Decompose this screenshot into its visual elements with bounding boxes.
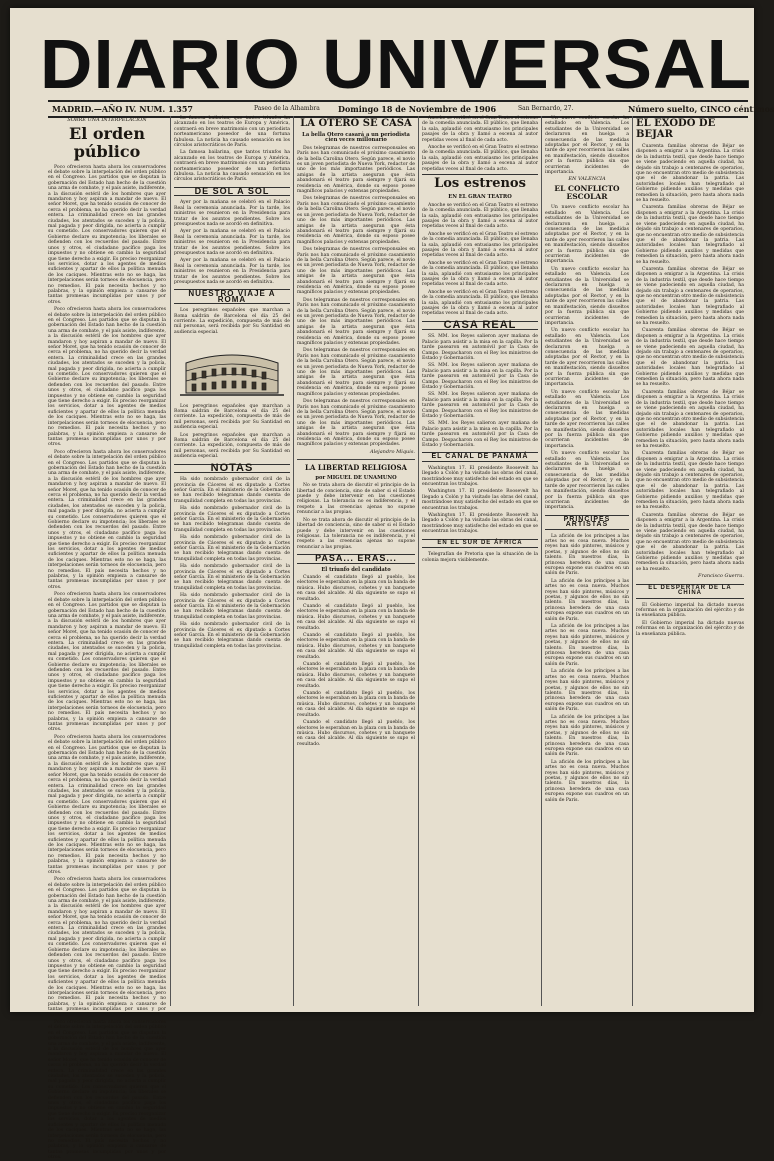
article-body: Dos telegramas de nuestros corresponsales en París nos han comunicado el próximo casamiento de la bella Carolina Otero. Según parece, el novio es un joven periodista de Nueva York, redactor de uno de los más importantes periódicos. Las amigas de la artista aseguran que ésta abandonará el teatro para siempre y fijará su residencia en América, donde su esposo posee magníficos palacios y extensas propiedades. xyxy=(297,297,415,347)
column-5 xyxy=(545,116,629,1006)
divider xyxy=(297,459,415,460)
article-body: La famosa bailarina, que tantos triunfos ha alcanzado en los teatros de Europa y América, contraerá en breve matrimonio con un periodista norteamericano poseedor de una fortuna fabulosa. La noticia ha causado sensación en los círculos aristocráticos de París. xyxy=(174,150,290,183)
column-3 xyxy=(297,116,415,1006)
article-kicker: SOBRE UNA INTERPELACIÓN xyxy=(67,117,147,123)
article-body: La afición de los príncipes a las artes no es cosa nueva. Muchos reyes han sido pintores, músicos y poetas, y algunos de ellos no sin talento. En nuestros días, la princesa heredera de una casa europea expone sus cuadros en un salón de París. xyxy=(545,533,629,577)
article-body: SS. MM. los Reyes salieron ayer mañana de Palacio para asistir a la misa en la capilla. Por la tarde pasearon en automóvil por la Casa de Campo. Despacharon con el Rey los ministros de Estado y Gobernación. xyxy=(422,392,538,419)
article-body: Ha sido nombrado gobernador civil de la provincia de Cáceres el ex diputado a Cortes señor García. En el ministerio de la Gobernación se han recibido telegramas dando cuenta de tranquilidad completa en todas las provincias. xyxy=(174,593,290,620)
address: Paseo de la Alhambra xyxy=(254,105,320,112)
column-rule xyxy=(541,116,542,1006)
article-title: El orden público xyxy=(69,124,145,161)
article-body: Un nuevo conflicto escolar ha estallado en Valencia. Los estudiantes de la Universidad se declararon en huelga a consecuencia de las medidas adoptadas por el Rector, y en la tarde de ayer recorrieron las calles en manifestación, siendo disueltos por la fuerza pública sin que ocurrieran incidentes de importancia. xyxy=(545,205,629,265)
article-body: Ha sido nombrado gobernador civil de la provincia de Cáceres el ex diputado a Cortes señor García. En el ministerio de la Gobernación se han recibido telegramas dando cuenta de tranquilidad completa en todas las provincias. xyxy=(174,506,290,533)
article-body: Washington 17. El presidente Roosevelt ha llegado a Colón y ha visitado las obras del canal, mostrándose muy satisfecho del estado en que se encuentran los trabajos. xyxy=(422,465,538,488)
section-title: PRINCIPES ARTISTAS xyxy=(545,515,629,530)
column-2 xyxy=(174,116,290,1006)
column-rule xyxy=(632,116,633,1006)
article-subtitle: El triunfo del candidato xyxy=(321,566,391,573)
article-body: Anoche se verificó en el Gran Teatro el estreno de la comedia anunciada. El público, que llenaba la sala, aplaudió con entusiasmo los principales pasajes de la obra y llamó a escena al autor repetidas veces al final de cada acto. xyxy=(422,116,538,143)
article-body: SS. MM. los Reyes salieron ayer mañana de Palacio para asistir a la misa en la capilla. Por la tarde pasearon en automóvil por la Casa de Campo. Despacharon con el Rey los ministros de Estado y Gobernación. xyxy=(422,363,538,390)
column-rule xyxy=(293,116,294,1006)
article-body: Dos telegramas de nuestros corresponsales en París nos han comunicado el próximo casamiento de la bella Carolina Otero. Según parece, el novio es un joven periodista de Nueva York, redactor de uno de los más importantes periódicos. Las amigas de la artista aseguran que ésta abandonará el teatro para siempre y fijará su residencia en América, donde su esposo posee magníficos palacios y extensas propiedades. xyxy=(297,247,415,296)
article-body: SS. MM. los Reyes salieron ayer mañana de Palacio para asistir a la misa en la capilla. Por la tarde pasearon en automóvil por la Casa de Campo. Despacharon con el Rey los ministros de Estado y Gobernación. xyxy=(422,421,538,449)
article-subtitle: EN EL GRAN TEATRO xyxy=(448,194,512,201)
article-body: La afición de los príncipes a las artes no es cosa nueva. Muchos reyes han sido pintores, músicos y poetas, y algunos de ellos no sin talento. En nuestros días, la princesa heredera de una casa europea expone sus cuadros en un salón de París. xyxy=(545,669,629,713)
article-body: Cuarenta familias obreras de Béjar se disponen a emigrar a la Argentina. La crisis de la industria textil, que desde hace tiempo se viene padeciendo en aquella ciudad, ha dejado sin trabajo a centenares de operarios, que no encuentran otro medio de subsistencia que el de abandonar la patria. Las autoridades locales han telegrafiado al Gobierno pidiendo auxilios y medidas que remedien la situación, pero hasta ahora nada se ha resuelto. xyxy=(636,451,744,511)
column-rule xyxy=(418,116,419,1006)
article-body: Washington 17. El presidente Roosevelt ha llegado a Colón y ha visitado las obras del canal, mostrándose muy satisfecho del estado en que se encuentran los trabajos. xyxy=(422,513,538,535)
article-body: Anoche se verificó en el Gran Teatro el estreno de la comedia anunciada. El público, que llenaba la sala, aplaudió con entusiasmo los principales pasajes de la obra y llamó a escena al autor repetidas veces al final de cada acto. xyxy=(422,260,538,288)
article-body: Cuarenta familias obreras de Béjar se disponen a emigrar a la Argentina. La crisis de la industria textil, que desde hace tiempo se viene padeciendo en aquella ciudad, ha dejado sin trabajo a centenares de operarios, que no encuentran otro medio de subsistencia que el de abandonar la patria. Las autoridades locales han telegrafiado al Gobierno pidiendo auxilios y medidas que remedien la situación, pero hasta ahora nada se ha resuelto. xyxy=(636,205,744,265)
article-body: Un nuevo conflicto escolar ha estallado en Valencia. Los estudiantes de la Universidad se declararon en huelga a consecuencia de las medidas adoptadas por el Rector, y en la tarde de ayer recorrieron las calles en manifestación, siendo disueltos por la fuerza pública sin que ocurrieran incidentes de importancia. xyxy=(545,389,629,449)
article-body: Poco ofrecieron hasta ahora los conservadores el debate sobre la interpelación del orden público en el Congreso. Los partidos que se disputan la gobernación del Estado han hecho de la cuestión una arma de combate, y el país asiste, indiferente, a la discusión estéril de los hombres que ayer mandaron y hoy aspiran a mandar de nuevo. El señor Moret, que ha tenido ocasión de conocer de cerca el problema, no ha querido decir la verdad entera. La criminalidad crece en las grandes ciudades, los atentados se suceden y la policía, mal pagada y peor dirigida, no acierta a cumplir su cometido. Los conservadores quieren que el Gobierno declare su impotencia; los liberales se defienden con los recuerdos del pasado. Entre unos y otros, el ciudadano pacífico paga los impuestos y no obtiene en cambio la seguridad que tiene derecho a exigir. Es preciso reorganizar los servicios, dotar a los agentes de medios suficientes y apartar de ellos la política menuda de los caciques. Mientras esto no se haga, las interpelaciones serán torneos de elocuencia, pero no remedios. El país necesita hechos y no palabras, y la opinión empieza a cansarse de tantas promesas incumplidas por unos y por otros. xyxy=(48,449,166,590)
article-body: Dos telegramas de nuestros corresponsales en París nos han comunicado el próximo casamiento de la bella Carolina Otero. Según parece, el novio es un joven periodista de Nueva York, redactor de uno de los más importantes periódicos. Las amigas de la artista aseguran que ésta abandonará el teatro para siempre y fijará su residencia en América, donde su esposo posee magníficos palacios y extensas propiedades. xyxy=(297,399,415,448)
article-body: Ha sido nombrado gobernador civil de la provincia de Cáceres el ex diputado a Cortes señor García. En el ministerio de la Gobernación se han recibido telegramas dando cuenta de tranquilidad completa en todas las provincias. xyxy=(174,622,290,649)
article-body: Cuando el candidato llegó al pueblo, los electores le esperaban en la plaza con la banda de música. Hubo discursos, cohetes y un banquete en casa del alcalde. Al día siguiente se supo el resultado. xyxy=(297,691,415,718)
article-body: Cuarenta familias obreras de Béjar se disponen a emigrar a la Argentina. La crisis de la industria textil, que desde hace tiempo se viene padeciendo en aquella ciudad, ha dejado sin trabajo a centenares de operarios, que no encuentran otro medio de subsistencia que el de abandonar la patria. Las autoridades locales han telegrafiado al Gobierno pidiendo auxilios y medidas que remedien la situación, pero hasta ahora nada se ha resuelto. xyxy=(636,328,744,388)
article-body: Cuando el candidato llegó al pueblo, los electores le esperaban en la plaza con la banda de música. Hubo discursos, cohetes y un banquete en casa del alcalde. Al día siguiente se supo el resultado. xyxy=(297,720,415,747)
article-body: El Gobierno imperial ha dictado nuevas reformas en la organización del ejército y de la enseñanza pública. xyxy=(636,602,744,619)
article-body: Un nuevo conflicto escolar ha estallado en Valencia. Los estudiantes de la Universidad se declararon en huelga a consecuencia de las medidas adoptadas por el Rector, y en la tarde de ayer recorrieron las calles en manifestación, siendo disueltos por la fuerza pública sin que ocurrieran incidentes de importancia. xyxy=(545,328,629,388)
article-body: La afición de los príncipes a las artes no es cosa nueva. Muchos reyes han sido pintores, músicos y poetas, y algunos de ellos no sin talento. En nuestros días, la princesa heredera de una casa europea expone sus cuadros en un salón de París. xyxy=(545,714,629,758)
article-body: Cuando el candidato llegó al pueblo, los electores le esperaban en la plaza con la banda de música. Hubo discursos, cohetes y un banquete en casa del alcalde. Al día siguiente se supo el resultado. xyxy=(297,603,415,631)
issue-number: MADRID.—AÑO IV. NUM. 1.357 xyxy=(52,104,193,114)
article-title: EL EXODO DE BEJAR xyxy=(636,118,716,140)
article-body: Cuando el candidato llegó al pueblo, los electores le esperaban en la plaza con la banda de música. Hubo discursos, cohetes y un banquete en casa del alcalde. Al día siguiente se supo el resultado. xyxy=(297,662,415,689)
article-body: Ayer por la mañana se celebró en el Palacio Real la ceremonia anunciada. Por la tarde, los ministros se reunieron en la Presidencia para tratar de los asuntos pendientes. Sobre los presupuestos nada se acordó en definitiva. xyxy=(174,200,290,227)
article-body: Cuarenta familias obreras de Béjar se disponen a emigrar a la Argentina. La crisis de la industria textil, que desde hace tiempo se viene padeciendo en aquella ciudad, ha dejado sin trabajo a centenares de operarios, que no encuentran otro medio de subsistencia que el de abandonar la patria. Las autoridades locales han telegrafiado al Gobierno pidiendo auxilios y medidas que remedien la situación, pero hasta ahora nada se ha resuelto. xyxy=(636,266,744,326)
article-kicker: EN VALENCIA xyxy=(568,176,606,183)
article-subtitle: La bella Otero casará a un periodista cien veces millonario xyxy=(302,132,410,144)
article-body: Anoche se verificó en el Gran Teatro el estreno de la comedia anunciada. El público, que llenaba la sala, aplaudió con entusiasmo los principales pasajes de la obra y llamó a escena al autor repetidas veces al final de cada acto. xyxy=(422,202,538,230)
article-body: Ha sido nombrado gobernador civil de la provincia de Cáceres el ex diputado a Cortes señor García. En el ministerio de la Gobernación se han recibido telegramas dando cuenta de tranquilidad completa en todas las provincias. xyxy=(174,535,290,562)
article-body: No se trata ahora de discutir el principio de la libertad de conciencia, sino de saber si el Estado puede y debe intervenir en las cuestiones religiosas. La tolerancia no es indiferencia, y el respeto a las creencias ajenas no supone renunciar a las propias. xyxy=(297,483,415,516)
section-title: NUESTRO VIAJE A ROMA xyxy=(174,289,290,304)
article-body: Anoche se verificó en el Gran Teatro el estreno de la comedia anunciada. El público, que llenaba la sala, aplaudió con entusiasmo los principales pasajes de la obra y llamó a escena al autor repetidas veces al final de cada acto. xyxy=(422,231,538,259)
section-title: EN EL SUR DE ÁFRICA xyxy=(422,539,538,548)
article-body: Dos telegramas de nuestros corresponsales en París nos han comunicado el próximo casamiento de la bella Carolina Otero. Según parece, el novio es un joven periodista de Nueva York, redactor de uno de los más importantes periódicos. Las amigas de la artista aseguran que ésta abandonará el teatro para siempre y fijará su residencia en América, donde su esposo posee magníficos palacios y extensas propiedades. xyxy=(297,196,415,245)
office-address: San Bernardo, 27. xyxy=(518,105,574,112)
article-title: EL CONFLICTO ESCOLAR xyxy=(554,183,620,202)
article-body: Anoche se verificó en el Gran Teatro el estreno de la comedia anunciada. El público, que llenaba la sala, aplaudió con entusiasmo los principales pasajes de la obra y llamó a escena al autor repetidas veces al final de cada acto. xyxy=(422,289,538,317)
colosseum-illustration xyxy=(180,341,284,397)
article-body: Poco ofrecieron hasta ahora los conservadores el debate sobre la interpelación del orden público en el Congreso. Los partidos que se disputan la gobernación del Estado han hecho de la cuestión una arma de combate, y el país asiste, indiferente, a la discusión estéril de los hombres que ayer mandaron y hoy aspiran a mandar de nuevo. El señor Moret, que ha tenido ocasión de conocer de cerca el problema, no ha querido decir la verdad entera. La criminalidad crece en las grandes ciudades, los atentados se suceden y la policía, mal pagada y peor dirigida, no acierta a cumplir su cometido. Los conservadores quieren que el Gobierno declare su impotencia; los liberales se defienden con los recuerdos del pasado. Entre unos y otros, el ciudadano pacífico paga los impuestos y no obtiene en cambio la seguridad que tiene derecho a exigir. Es preciso reorganizar los servicios, dotar a los agentes de medios suficientes y apartar de ellos la política menuda de los caciques. Mientras esto no se haga, las interpelaciones serán torneos de elocuencia, pero no remedios. El país necesita hechos y no palabras, y la opinión empieza a cansarse de tantas promesas incumplidas por unos y por otros. xyxy=(48,164,166,305)
article-body: Poco ofrecieron hasta ahora los conservadores el debate sobre la interpelación del orden público en el Congreso. Los partidos que se disputan la gobernación del Estado han hecho de la cuestión una arma de combate, y el país asiste, indiferente, a la discusión estéril de los hombres que ayer mandaron y hoy aspiran a mandar de nuevo. El señor Moret, que ha tenido ocasión de conocer de cerca el problema, no ha querido decir la verdad entera. La criminalidad crece en las grandes ciudades, los atentados se suceden y la policía, mal pagada y peor dirigida, no acierta a cumplir su cometido. Los conservadores quieren que el Gobierno declare su impotencia; los liberales se defienden con los recuerdos del pasado. Entre unos y otros, el ciudadano pacífico paga los impuestos y no obtiene en cambio la seguridad que tiene derecho a exigir. Es preciso reorganizar los servicios, dotar a los agentes de medios suficientes y apartar de ellos la política menuda de los caciques. Mientras esto no se haga, las interpelaciones serán torneos de elocuencia, pero no remedios. El país necesita hechos y no palabras, y la opinión empieza a cansarse de tantas promesas incumplidas por unos y por otros. xyxy=(48,307,166,448)
article-body: SS. MM. los Reyes salieron ayer mañana de Palacio para asistir a la misa en la capilla. Por la tarde pasearon en automóvil por la Casa de Campo. Despacharon con el Rey los ministros de Estado y Gobernación. xyxy=(422,334,538,361)
article-title: LA OTERO SE CASA xyxy=(300,118,412,129)
article-body: La afición de los príncipes a las artes no es cosa nueva. Muchos reyes han sido pintores, músicos y poetas, y algunos de ellos no sin talento. En nuestros días, la princesa heredera de una casa europea expone sus cuadros en un salón de París. xyxy=(545,624,629,667)
masthead: DIARIO UNIVERSAL xyxy=(39,25,753,103)
article-body: No se trata ahora de discutir el principio de la libertad de conciencia, sino de saber si el Estado puede y debe intervenir en las cuestiones religiosas. La tolerancia no es indiferencia, y el respeto a las creencias ajenas no supone renunciar a las propias. xyxy=(297,517,415,550)
article-body: Cuarenta familias obreras de Béjar se disponen a emigrar a la Argentina. La crisis de la industria textil, que desde hace tiempo se viene padeciendo en aquella ciudad, ha dejado sin trabajo a centenares de operarios, que no encuentran otro medio de subsistencia que el de abandonar la patria. Las autoridades locales han telegrafiado al Gobierno pidiendo auxilios y medidas que remedien la situación, pero hasta ahora nada se ha resuelto. xyxy=(636,389,744,449)
article-body: Anoche se verificó en el Gran Teatro el estreno de la comedia anunciada. El público, que llenaba la sala, aplaudió con entusiasmo los principales pasajes de la obra y llamó a escena al autor repetidas veces al final de cada acto. xyxy=(422,145,538,172)
article-body: Un nuevo conflicto escolar ha estallado en Valencia. Los estudiantes de la Universidad se declararon en huelga a consecuencia de las medidas adoptadas por el Rector, y en la tarde de ayer recorrieron las calles en manifestación, siendo disueltos por la fuerza pública sin que ocurrieran incidentes de importancia. xyxy=(545,451,629,511)
section-title: NOTAS xyxy=(174,464,290,473)
article-body: La famosa bailarina, que tantos triunfos ha alcanzado en los teatros de Europa y América, contraerá en breve matrimonio con un periodista norteamericano poseedor de una fortuna fabulosa. La noticia ha causado sensación en los círculos aristocráticos de París. xyxy=(174,116,290,149)
article-body: Los peregrinos españoles que marchan a Roma saldrán de Barcelona el día 25 del corriente. La expedición, compuesta de más de mil personas, será recibida por Su Santidad en audiencia especial. xyxy=(174,432,290,460)
article-title: LA LIBERTAD RELIGIOSA xyxy=(305,463,407,473)
section-title: DE SOL A SOL xyxy=(174,187,290,196)
article-body: Poco ofrecieron hasta ahora los conservadores el debate sobre la interpelación del orden público en el Congreso. Los partidos que se disputan la gobernación del Estado han hecho de la cuestión una arma de combate, y el país asiste, indiferente, a la discusión estéril de los hombres que ayer mandaron y hoy aspiran a mandar de nuevo. El señor Moret, que ha tenido ocasión de conocer de cerca el problema, no ha querido decir la verdad entera. La criminalidad crece en las grandes ciudades, los atentados se suceden y la policía, mal pagada y peor dirigida, no acierta a cumplir su cometido. Los conservadores quieren que el Gobierno declare su impotencia; los liberales se defienden con los recuerdos del pasado. Entre unos y otros, el ciudadano pacífico paga los impuestos y no obtiene en cambio la seguridad que tiene derecho a exigir. Es preciso reorganizar los servicios, dotar a los agentes de medios suficientes y apartar de ellos la política menuda de los caciques. Mientras esto no se haga, las interpelaciones serán torneos de elocuencia, pero no remedios. El país necesita hechos y no palabras, y la opinión empieza a cansarse de tantas promesas incumplidas por unos y por otros. xyxy=(48,734,166,875)
article-body: La afición de los príncipes a las artes no es cosa nueva. Muchos reyes han sido pintores, músicos y poetas, y algunos de ellos no sin talento. En nuestros días, la princesa heredera de una casa europea expone sus cuadros en un salón de París. xyxy=(545,578,629,622)
article-signature: Francisco Guerra. xyxy=(698,573,744,580)
section-title: PASA... ERAS... xyxy=(297,554,415,563)
issue-price: Número suelto, CINCO céntimos xyxy=(628,104,774,114)
article-body: Cuando el candidato llegó al pueblo, los electores le esperaban en la plaza con la banda de música. Hubo discursos, cohetes y un banquete en casa del alcalde. Al día siguiente se supo el resultado. xyxy=(297,633,415,660)
section-title: EL CANAL DE PANAMÁ xyxy=(422,452,538,461)
article-body: Poco ofrecieron hasta ahora los conservadores el debate sobre la interpelación del orden público en el Congreso. Los partidos que se disputan la gobernación del Estado han hecho de la cuestión una arma de combate, y el país asiste, indiferente, a la discusión estéril de los hombres que ayer mandaron y hoy aspiran a mandar de nuevo. El señor Moret, que ha tenido ocasión de conocer de cerca el problema, no ha querido decir la verdad entera. La criminalidad crece en las grandes ciudades, los atentados se suceden y la policía, mal pagada y peor dirigida, no acierta a cumplir su cometido. Los conservadores quieren que el Gobierno declare su impotencia; los liberales se defienden con los recuerdos del pasado. Entre unos y otros, el ciudadano pacífico paga los impuestos y no obtiene en cambio la seguridad que tiene derecho a exigir. Es preciso reorganizar los servicios, dotar a los agentes de medios suficientes y apartar de ellos la política menuda de los caciques. Mientras esto no se haga, las interpelaciones serán torneos de elocuencia, pero no remedios. El país necesita hechos y no palabras, y la opinión empieza a cansarse de tantas promesas incumplidas por unos y por otros. xyxy=(48,877,166,1018)
article-body: Cuando el candidato llegó al pueblo, los electores le esperaban en la plaza con la banda de música. Hubo discursos, cohetes y un banquete en casa del alcalde. Al día siguiente se supo el resultado. xyxy=(297,574,415,602)
article-body: Ayer por la mañana se celebró en el Palacio Real la ceremonia anunciada. Por la tarde, los ministros se reunieron en la Presidencia para tratar de los asuntos pendientes. Sobre los presupuestos nada se acordó en definitiva. xyxy=(174,229,290,256)
article-body: Telegrafían de Pretoria que la situación de la colonia mejora visiblemente. xyxy=(422,552,538,563)
newspaper-page xyxy=(10,8,774,1161)
article-body: Washington 17. El presidente Roosevelt ha llegado a Colón y ha visitado las obras del canal, mostrándose muy satisfecho del estado en que se encuentran los trabajos. xyxy=(422,489,538,511)
article-body: Poco ofrecieron hasta ahora los conservadores el debate sobre la interpelación del orden público en el Congreso. Los partidos que se disputan la gobernación del Estado han hecho de la cuestión una arma de combate, y el país asiste, indiferente, a la discusión estéril de los hombres que ayer mandaron y hoy aspiran a mandar de nuevo. El señor Moret, que ha tenido ocasión de conocer de cerca el problema, no ha querido decir la verdad entera. La criminalidad crece en las grandes ciudades, los atentados se suceden y la policía, mal pagada y peor dirigida, no acierta a cumplir su cometido. Los conservadores quieren que el Gobierno declare su impotencia; los liberales se defienden con los recuerdos del pasado. Entre unos y otros, el ciudadano pacífico paga los impuestos y no obtiene en cambio la seguridad que tiene derecho a exigir. Es preciso reorganizar los servicios, dotar a los agentes de medios suficientes y apartar de ellos la política menuda de los caciques. Mientras esto no se haga, las interpelaciones serán torneos de elocuencia, pero no remedios. El país necesita hechos y no palabras, y la opinión empieza a cansarse de tantas promesas incumplidas por unos y por otros. xyxy=(48,1019,166,1161)
column-6 xyxy=(636,116,744,1006)
article-body: Poco ofrecieron hasta ahora los conservadores el debate sobre la interpelación del orden público en el Congreso. Los partidos que se disputan la gobernación del Estado han hecho de la cuestión una arma de combate, y el país asiste, indiferente, a la discusión estéril de los hombres que ayer mandaron y hoy aspiran a mandar de nuevo. El señor Moret, que ha tenido ocasión de conocer de cerca el problema, no ha querido decir la verdad entera. La criminalidad crece en las grandes ciudades, los atentados se suceden y la policía, mal pagada y peor dirigida, no acierta a cumplir su cometido. Los conservadores quieren que el Gobierno declare su impotencia; los liberales se defienden con los recuerdos del pasado. Entre unos y otros, el ciudadano pacífico paga los impuestos y no obtiene en cambio la seguridad que tiene derecho a exigir. Es preciso reorganizar los servicios, dotar a los agentes de medios suficientes y apartar de ellos la política menuda de los caciques. Mientras esto no se haga, las interpelaciones serán torneos de elocuencia, pero no remedios. El país necesita hechos y no palabras, y la opinión empieza a cansarse de tantas promesas incumplidas por unos y por otros. xyxy=(48,592,166,733)
article-body: Dos telegramas de nuestros corresponsales en París nos han comunicado el próximo casamiento de la bella Carolina Otero. Según parece, el novio es un joven periodista de Nueva York, redactor de uno de los más importantes periódicos. Las amigas de la artista aseguran que ésta abandonará el teatro para siempre y fijará su residencia en América, donde su esposo posee magníficos palacios y extensas propiedades. xyxy=(297,145,415,195)
article-body: Ha sido nombrado gobernador civil de la provincia de Cáceres el ex diputado a Cortes señor García. En el ministerio de la Gobernación se han recibido telegramas dando cuenta de tranquilidad completa en todas las provincias. xyxy=(174,477,290,504)
article-body: Un nuevo conflicto escolar ha estallado en Valencia. Los estudiantes de la Universidad se declararon en huelga a consecuencia de las medidas adoptadas por el Rector, y en la tarde de ayer recorrieron las calles en manifestación, siendo disueltos por la fuerza pública sin que ocurrieran incidentes de importancia. xyxy=(545,116,629,176)
article-body: Ayer por la mañana se celebró en el Palacio Real la ceremonia anunciada. Por la tarde, los ministros se reunieron en la Presidencia para tratar de los asuntos pendientes. Sobre los presupuestos nada se acordó en definitiva. xyxy=(174,258,290,285)
article-body: Cuarenta familias obreras de Béjar se disponen a emigrar a la Argentina. La crisis de la industria textil, que desde hace tiempo se viene padeciendo en aquella ciudad, ha dejado sin trabajo a centenares de operarios, que no encuentran otro medio de subsistencia que el de abandonar la patria. Las autoridades locales han telegrafiado al Gobierno pidiendo auxilios y medidas que remedien la situación, pero hasta ahora nada se ha resuelto. xyxy=(636,512,744,572)
article-author: por MIGUEL DE UNAMUNO xyxy=(315,474,397,481)
article-body: Cuarenta familias obreras de Béjar se disponen a emigrar a la Argentina. La crisis de la industria textil, que desde hace tiempo se viene padeciendo en aquella ciudad, ha dejado sin trabajo a centenares de operarios, que no encuentran otro medio de subsistencia que el de abandonar la patria. Las autoridades locales han telegrafiado al Gobierno pidiendo auxilios y medidas que remedien la situación, pero hasta ahora nada se ha resuelto. xyxy=(636,144,744,204)
section-title: CASA REAL xyxy=(422,321,538,330)
article-body: Un nuevo conflicto escolar ha estallado en Valencia. Los estudiantes de la Universidad se declararon en huelga a consecuencia de las medidas adoptadas por el Rector, y en la tarde de ayer recorrieron las calles en manifestación, siendo disueltos por la fuerza pública sin que ocurrieran incidentes de importancia. xyxy=(545,266,629,326)
column-4 xyxy=(422,116,538,1006)
article-body: Los peregrinos españoles que marchan a Roma saldrán de Barcelona el día 25 del corriente. La expedición, compuesta de más de mil personas, será recibida por Su Santidad en audiencia especial. xyxy=(174,308,290,335)
article-body: El Gobierno imperial ha dictado nuevas reformas en la organización del ejército y de la enseñanza pública. xyxy=(636,620,744,637)
column-1 xyxy=(48,116,166,1161)
article-body: Ha sido nombrado gobernador civil de la provincia de Cáceres el ex diputado a Cortes señor García. En el ministerio de la Gobernación se han recibido telegramas dando cuenta de tranquilidad completa en todas las provincias. xyxy=(174,564,290,591)
article-body: Dos telegramas de nuestros corresponsales en París nos han comunicado el próximo casamiento de la bella Carolina Otero. Según parece, el novio es un joven periodista de Nueva York, redactor de uno de los más importantes periódicos. Las amigas de la artista aseguran que ésta abandonará el teatro para siempre y fijará su residencia en América, donde su esposo posee magníficos palacios y extensas propiedades. xyxy=(297,348,415,397)
article-body: La afición de los príncipes a las artes no es cosa nueva. Muchos reyes han sido pintores, músicos y poetas, y algunos de ellos no sin talento. En nuestros días, la princesa heredera de una casa europea expone sus cuadros en un salón de París. xyxy=(545,759,629,803)
article-title: Los estrenos xyxy=(422,174,538,191)
article-signature: Alejandro Miquis. xyxy=(369,448,415,455)
column-rule xyxy=(170,116,171,1006)
section-title: EL DESPERTAR DE LA CHINA xyxy=(636,584,744,599)
article-body: Los peregrinos españoles que marchan a Roma saldrán de Barcelona el día 25 del corriente. La expedición, compuesta de más de mil personas, será recibida por Su Santidad en audiencia especial. xyxy=(174,403,290,431)
issue-date: Domingo 18 de Noviembre de 1906 xyxy=(338,104,497,114)
